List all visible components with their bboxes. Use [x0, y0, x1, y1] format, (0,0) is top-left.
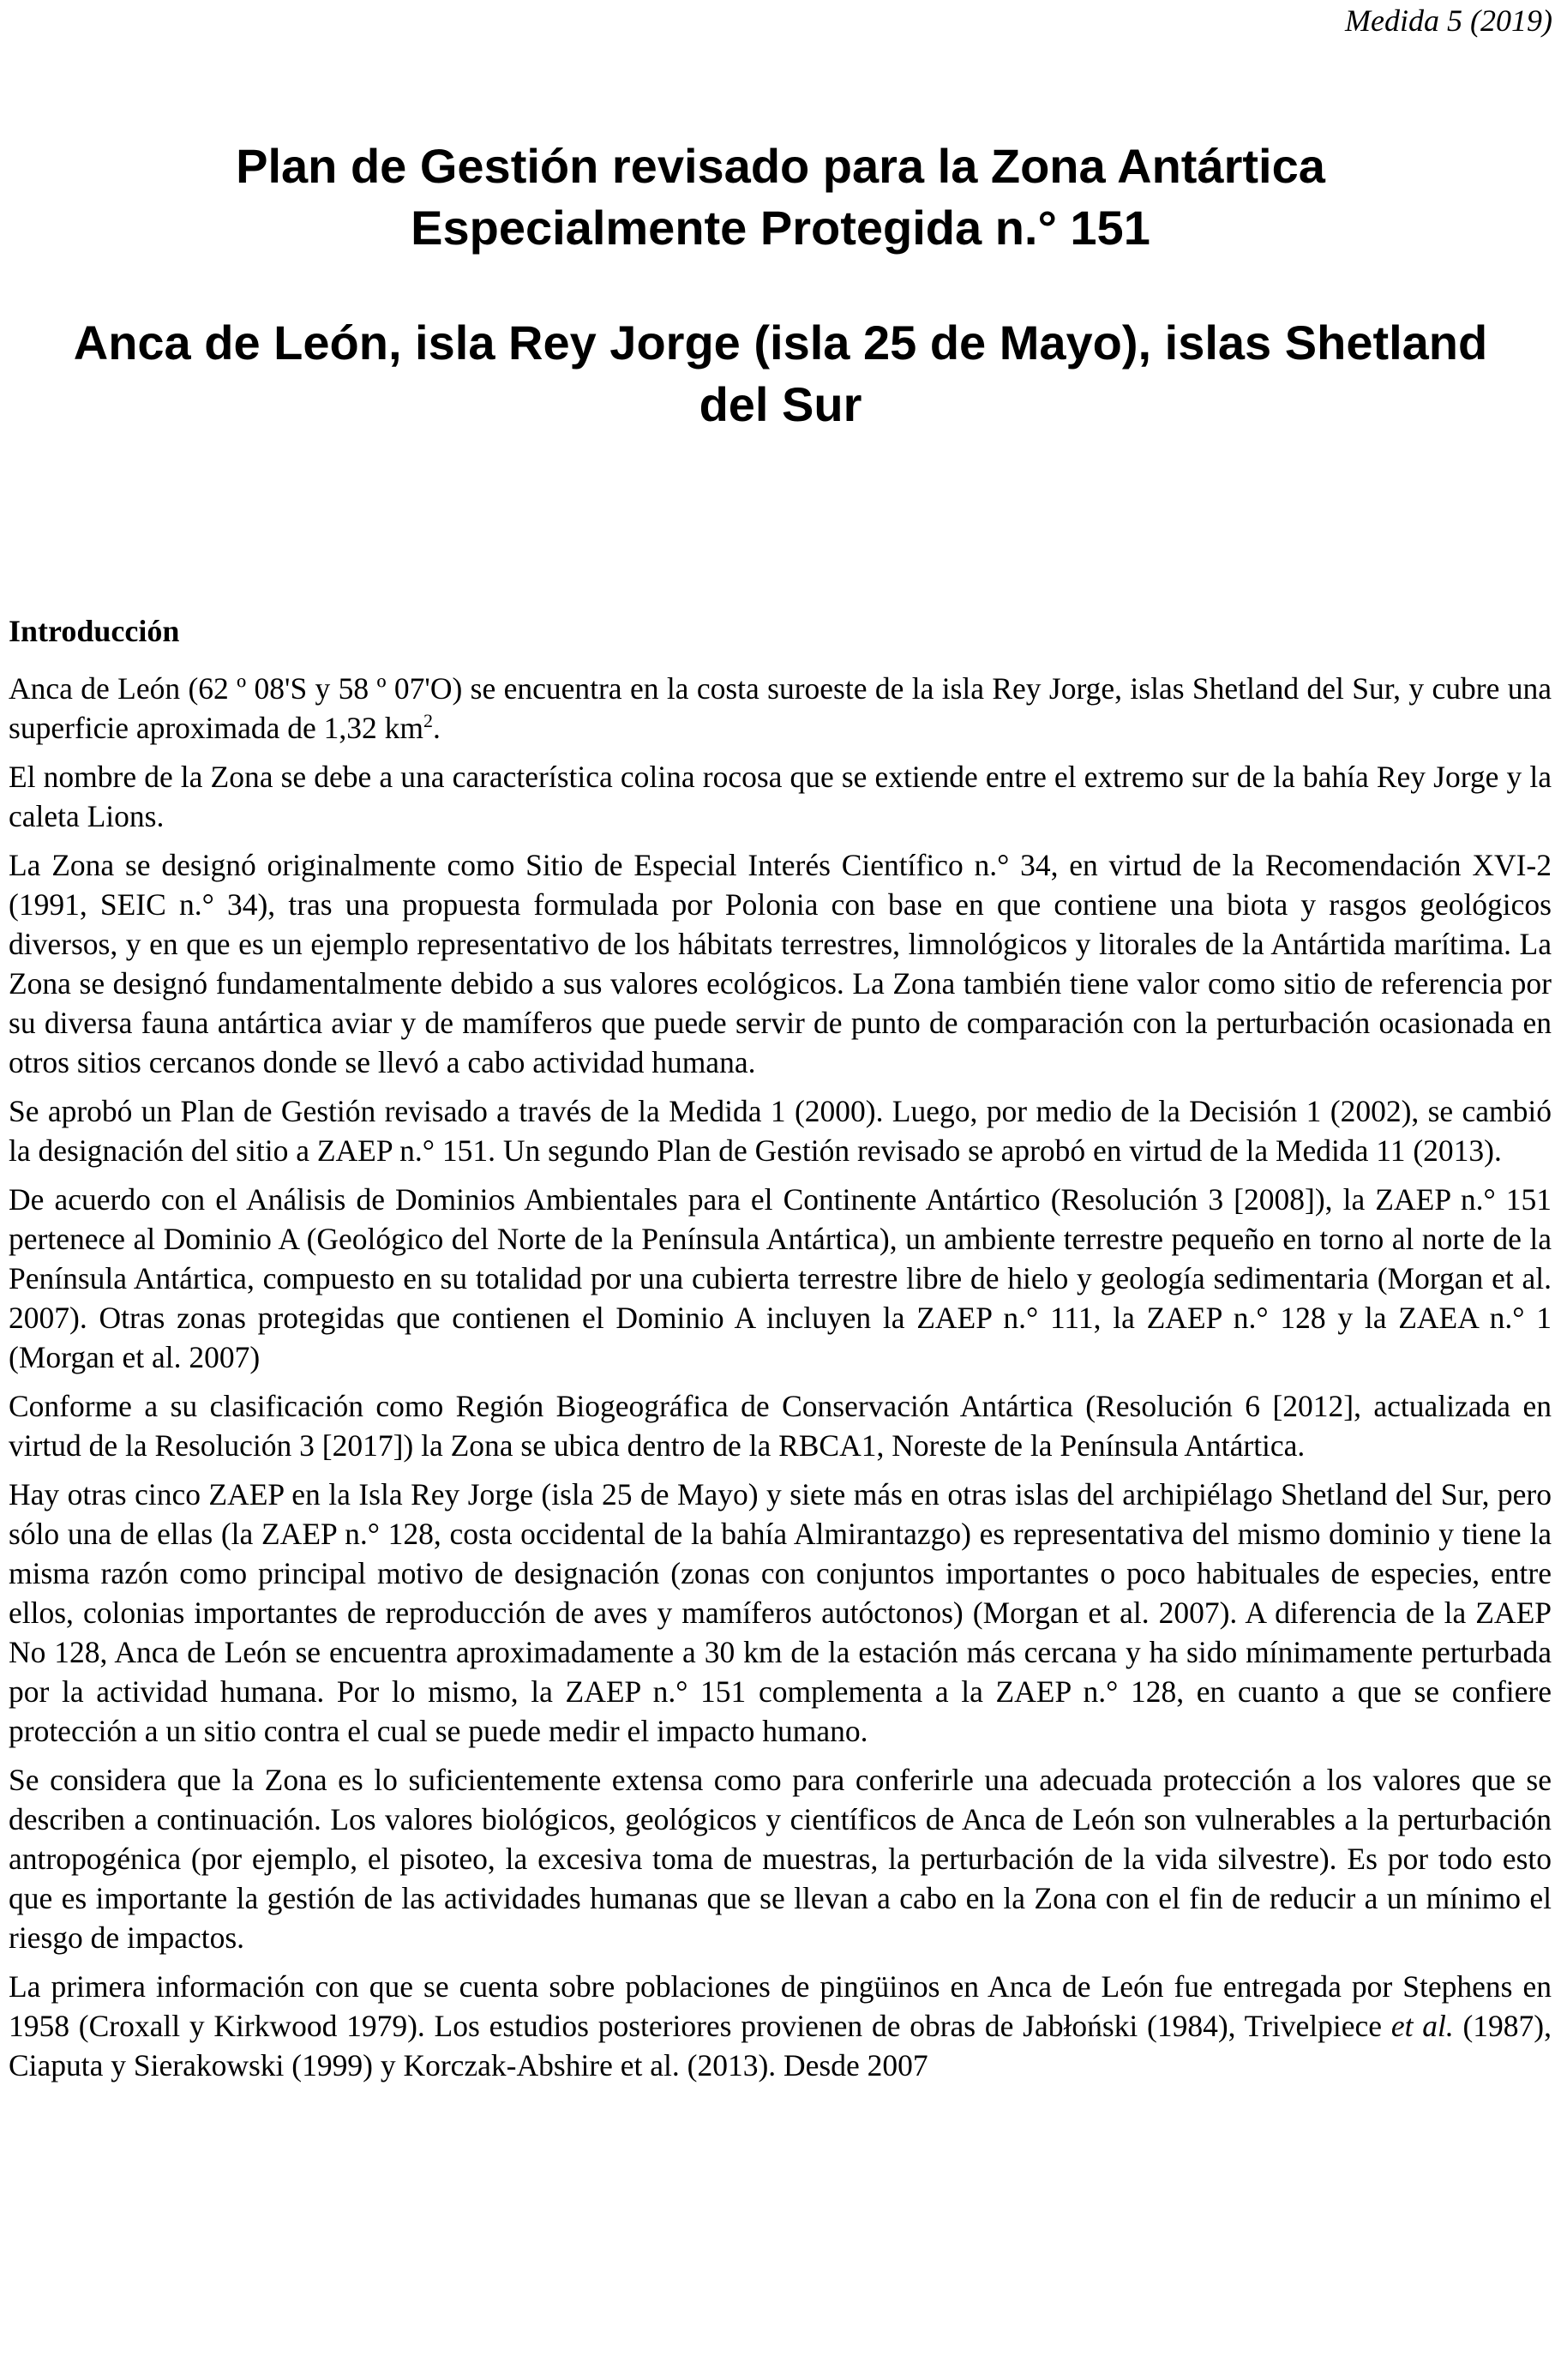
- paragraph-6: Conforme a su clasificación como Región Biogeográfica de Conservación Antártica (Resolución 6 [2012], actualizada en virtud de la Resolución 3 [2017]) la Zona se ubica dentro de la RBCA1, Noreste de la Península Antártica.: [9, 1389, 1552, 1463]
- running-header: Medida 5 (2019): [1345, 3, 1552, 38]
- paragraph-1: [9, 669, 1552, 748]
- subtitle-line-1: Anca de León, isla Rey Jorge (isla 25 de Mayo), islas Shetland: [73, 316, 1488, 370]
- title-line-2: Especialmente Protegida n.° 151: [411, 201, 1150, 255]
- document-subtitle: [0, 312, 1561, 436]
- paragraph-8: Se considera que la Zona es lo suficientemente extensa como para conferirle una adecuada protección a los valores que se describen a continuación. Los valores biológicos, geológicos y científicos de Anca de León son vulnerables a la perturbación antropogénica (por ejemplo, el pisoteo, la excesiva toma de muestras, la perturbación de la vida silvestre). Es por todo esto que es importante la gestión de las actividades humanas que se llevan a cabo en la Zona con el fin de reducir a un mínimo el riesgo de impactos.: [9, 1763, 1552, 1955]
- document-title: [0, 135, 1561, 259]
- title-line-1: Plan de Gestión revisado para la Zona Antártica: [236, 139, 1325, 193]
- paragraph-1-text: Anca de León (62 º 08'S y 58 º 07'O) se encuentra en la costa suroeste de la isla Rey Jorge, islas Shetland del Sur, y cubre una superficie aproximada de 1,32 km: [9, 671, 1552, 745]
- paragraph-4: Se aprobó un Plan de Gestión revisado a través de la Medida 1 (2000). Luego, por medio de la Decisión 1 (2002), se cambió la designación del sitio a ZAEP n.° 151. Un segundo Plan de Gestión revisado se aprobó en virtud de la Medida 11 (2013).: [9, 1094, 1552, 1168]
- paragraph-7: Hay otras cinco ZAEP en la Isla Rey Jorge (isla 25 de Mayo) y siete más en otras islas del archipiélago Shetland del Sur, pero sólo una de ellas (la ZAEP n.° 128, costa occidental de la bahía Almirantazgo) es representativa del mismo dominio y tiene la misma razón como principal motivo de designación (zonas con conjuntos importantes o poco habituales de especies, entre ellos, colonias importantes de reproducción de aves y mamíferos autóctonos) (Morgan et al. 2007). A diferencia de la ZAEP No 128, Anca de León se encuentra aproximadamente a 30 km de la estación más cercana y ha sido mínimamente perturbada por la actividad humana. Por lo mismo, la ZAEP n.° 151 complementa a la ZAEP n.° 128, en cuanto a que se confiere protección a un sitio contra el cual se puede medir el impacto humano.: [9, 1477, 1552, 1748]
- subtitle-line-2: del Sur: [699, 377, 862, 431]
- paragraph-1-end: .: [433, 711, 441, 745]
- section-heading-introduccion: Introducción: [9, 614, 180, 648]
- paragraph-3: La Zona se designó originalmente como Sitio de Especial Interés Científico n.° 34, en virtud de la Recomendación XVI-2 (1991, SEIC n.° 34), tras una propuesta formulada por Polonia con base en que contiene una biota y rasgos geológicos diversos, y en que es un ejemplo representativo de los hábitats terrestres, limnológicos y litorales de la Antártida marítima. La Zona se designó fundamentalmente debido a sus valores ecológicos. La Zona también tiene valor como sitio de referencia por su diversa fauna antártica aviar y de mamíferos que puede servir de punto de comparación con la perturbación ocasionada en otros sitios cercanos donde se llevó a cabo actividad humana.: [9, 848, 1552, 1079]
- paragraph-9-italic: et al.: [1390, 2009, 1454, 2043]
- paragraph-9-part-a: La primera información con que se cuenta sobre poblaciones de pingüinos en Anca de León fue entregada por Stephens en 1958 (Croxall y Kirkwood 1979). Los estudios posteriores provienen de obras de Jabłoński (1984), Trivelpiece: [9, 1969, 1552, 2043]
- paragraph-9: [9, 1967, 1552, 2085]
- paragraph-5: De acuerdo con el Análisis de Dominios Ambientales para el Continente Antártico (Resolución 3 [2008]), la ZAEP n.° 151 pertenece al Dominio A (Geológico del Norte de la Península Antártica), un ambiente terrestre pequeño en torno al norte de la Península Antártica, compuesto en su totalidad por una cubierta terrestre libre de hielo y geología sedimentaria (Morgan et al. 2007). Otras zonas protegidas que contienen el Dominio A incluyen la ZAEP n.° 111, la ZAEP n.° 128 y la ZAEA n.° 1 (Morgan et al. 2007): [9, 1182, 1552, 1374]
- superscript-2: 2: [423, 710, 434, 732]
- introduction-body: [9, 669, 1552, 2085]
- paragraph-9-part-b: (1987), Ciaputa y Sierakowski (1999) y Korczak-Abshire et al. (2013). Desde 2007: [9, 2009, 1552, 2082]
- paragraph-2: El nombre de la Zona se debe a una característica colina rocosa que se extiende entre el extremo sur de la bahía Rey Jorge y la caleta Lions.: [9, 760, 1552, 833]
